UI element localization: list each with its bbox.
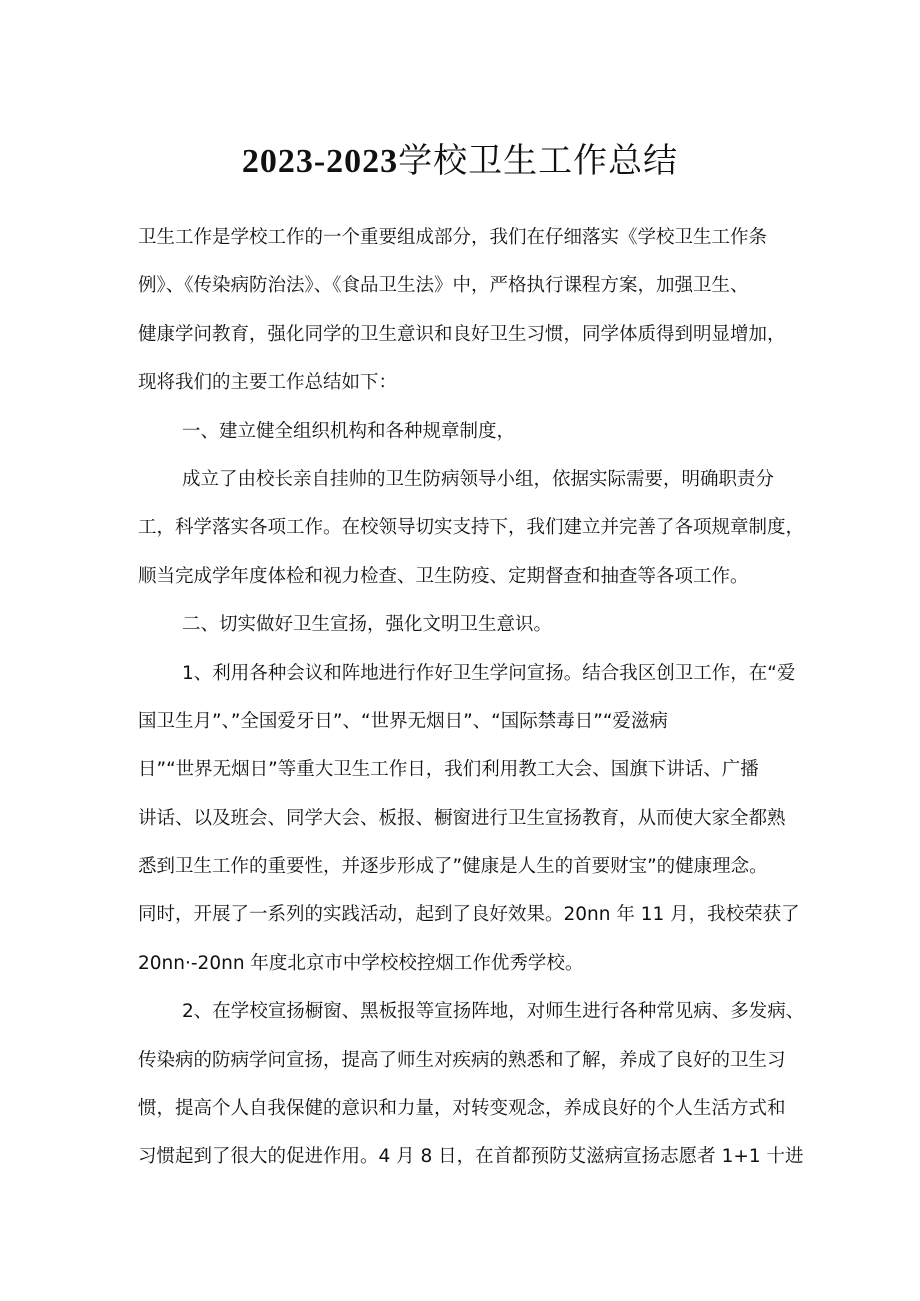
paragraph-5-line-6: 同时，开展了一系列的实践活动，起到了良好效果。20nn 年 11 月，我校荣获了 — [138, 904, 800, 926]
paragraph-1-line-4: 现将我们的主要工作总结如下： — [138, 372, 398, 394]
paragraph-6-line-1: 2、在学校宣扬橱窗、黑板报等宣扬阵地，对师生进行各种常见病、多发病、 — [182, 1001, 805, 1023]
section-heading-2: 二、切实做好卫生宣扬，强化文明卫生意识。 — [182, 614, 553, 636]
paragraph-1-line-1: 卫生工作是学校工作的一个重要组成部分，我们在仔细落实《学校卫生工作条 — [138, 227, 768, 248]
paragraph-5-line-5: 悉到卫生工作的重要性，并逐步形成了”健康是人生的首要财宝”的健康理念。 — [138, 856, 768, 878]
title-year: 2023-2023 — [241, 143, 399, 180]
paragraph-3-line-1: 成立了由校长亲自挂帅的卫生防病领导小组，依据实际需要，明确职责分 — [182, 468, 775, 490]
paragraph-5-line-3: 日”“世界无烟日”等重大卫生工作日，我们利用教工大会、国旗下讲话、广播 — [138, 759, 759, 781]
paragraph-6-line-3: 惯，提高个人自我保健的意识和力量，对转变观念，养成良好的个人生活方式和 — [138, 1098, 786, 1120]
paragraph-6-line-4: 习惯起到了很大的促进作用。4 月 8 日，在首都预防艾滋病宣扬志愿者 1+1 十进 — [138, 1146, 804, 1168]
paragraph-3-line-2: 工，科学落实各项工作。在校领导切实支持下，我们建立并完善了各项规章制度， — [138, 517, 805, 539]
paragraph-5-line-1: 1、利用各种会议和阵地进行作好卫生学问宣扬。结合我区创卫工作，在“爱 — [182, 662, 796, 684]
paragraph-1-line-2: 例》、《传染病防治法》、《食品卫生法》中，严格执行课程方案，加强卫生、 — [138, 275, 749, 297]
paragraph-6-line-2: 传染病的防病学问宣扬，提高了师生对疾病的熟悉和了解，养成了良好的卫生习 — [138, 1049, 786, 1071]
document-title — [0, 138, 920, 185]
document-body — [138, 214, 805, 1182]
paragraph-1-line-3: 健康学问教育，强化同学的卫生意识和良好卫生习惯，同学体质得到明显增加， — [138, 323, 786, 345]
paragraph-3-line-3: 顺当完成学年度体检和视力检查、卫生防疫、定期督查和抽查等各项工作。 — [138, 565, 749, 587]
paragraph-5-line-7: 20nn·-20nn 年度北京市中学校校控烟工作优秀学校。 — [138, 952, 584, 974]
title-text: 学校卫生工作总结 — [398, 141, 679, 181]
paragraph-5-line-2: 国卫生月”、”全国爱牙日”、“世界无烟日”、“国际禁毒日”“爱滋病 — [138, 710, 668, 732]
section-heading-1: 一、建立健全组织机构和各种规章制度， — [182, 420, 516, 442]
paragraph-5-line-4: 讲话、以及班会、同学大会、板报、橱窗进行卫生宣扬教育，从而使大家全都熟 — [138, 807, 786, 829]
